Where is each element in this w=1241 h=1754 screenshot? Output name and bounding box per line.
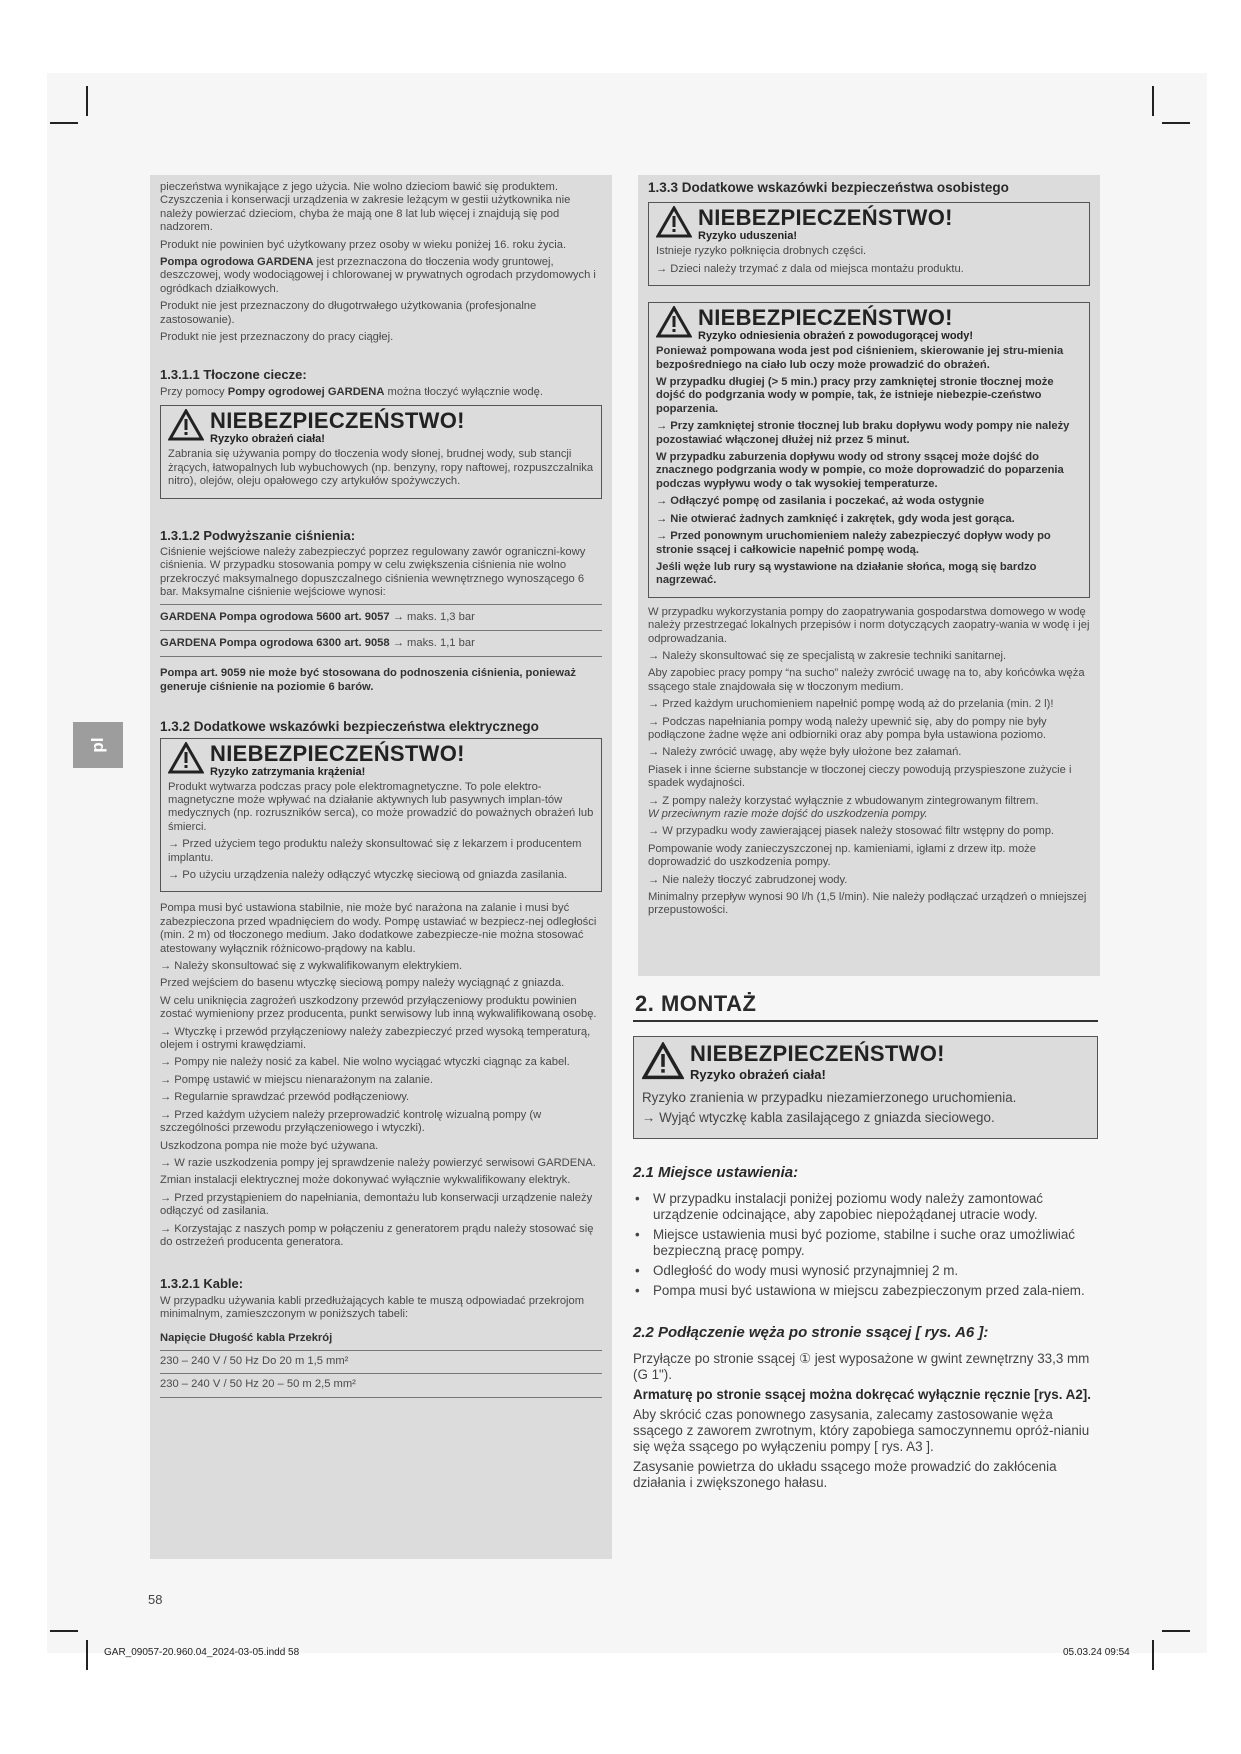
note: Zmian instalacji elektrycznej może dokonywać wyłącznie wykwalifikowany elektryk.	[160, 1174, 571, 1187]
cable-table-row: 230 – 240 V / 50 Hz 20 – 50 m 2,5 mm²	[160, 1374, 602, 1397]
danger-action: → Dzieci należy trzymać z dala od miejsca montażu produktu.	[656, 262, 964, 275]
electrical-notes	[160, 902, 602, 1249]
warning-line: → Przed ponownym uruchomieniem należy zabezpieczyć dopływ wody po stronie ssącej i całkowicie napełnić pompę wodą.	[656, 530, 1051, 556]
note: → W przypadku wody zawierającej piasek należy stosować filtr wstępny do pomp.	[648, 825, 1055, 838]
note: → Przed każdym użyciem należy przeprowadzić kontrolę wizualną pompy (w szczególności przewodu przyłączeniowego i wtyczki).	[160, 1108, 542, 1135]
warning-line: → Przy zamkniętej stronie tłocznej lub braku dopływu wody pompy nie należy pozostawiać włączonej dłużej niż przez 5 minut.	[656, 420, 1070, 446]
crop-mark-bl-v	[86, 1640, 88, 1670]
warning-triangle-icon	[642, 1042, 684, 1080]
note: → Pompy nie należy nosić za kabel. Nie wolno wyciągać wtyczki ciągnąc za kabel.	[160, 1056, 570, 1069]
danger-subtitle: Ryzyko odniesienia obrażeń z powodugorącej wody!	[698, 330, 974, 343]
danger-title: NIEBEZPIECZEŃSTWO!	[210, 740, 465, 766]
danger-title: NIEBEZPIECZEŃSTWO!	[698, 305, 953, 331]
personal-safety-notes	[648, 606, 1090, 918]
note: → Podczas napełniania pompy wodą należy upewnić się, aby do pompy nie były podłączone żadne węże ani odbiorniki oraz aby pompa była ustawiona poziomo.	[648, 715, 1047, 741]
danger-box	[160, 405, 602, 498]
note: Piasek i inne ścierne substancje w tłoczonej cieczy powodują przyspieszone zużycie i spadek wydajności.	[648, 763, 1072, 790]
danger-text: Istnieje ryzyko połknięcia drobnych części.	[656, 245, 867, 258]
danger-box	[648, 202, 1090, 286]
pressure-text: Ciśnienie wejściowe należy zabezpieczyć poprzez regulowany zawór ograniczni-kowy ciśnienia. W przypadku stosowania pompy w celu zwiększenia ciśnienia nie wolno przekroczyć maksymalnego dopuszczalnego ciśnienia wewnętrznego wynoszącego 6 bar. Maksymalne ciśnienie wejściowe wynosi:	[160, 545, 586, 599]
danger-title: NIEBEZPIECZEŃSTWO!	[690, 1041, 945, 1066]
heading-21: 2.1 Miejsce ustawienia:	[633, 1164, 799, 1181]
suction-text-bold: Armaturę po stronie ssącej można dokręcać wyłącznie ręcznie [rys. A2].	[633, 1387, 1091, 1402]
warning-line: → Nie otwierać żadnych zamknięć i zakrętek, gdy woda jest gorąca.	[656, 512, 1015, 525]
note: → Przed przystąpieniem do napełniania, demontażu lub konserwacji urządzenie należy odłączyć od zasilania.	[160, 1191, 593, 1218]
list-item: • Odległość do wody musi wynosić przynajmniej 2 m.	[633, 1263, 1098, 1279]
page-number: 58	[148, 1592, 163, 1607]
intro-paragraph: pieczeństwa wynikające z jego użycia. Nie wolno dzieciom bawić się produktem. Czyszczenia i konserwacji urządzenia w zakresie leżącym w gestii użytkownika nie należy powierzać dzieciom, chyba że mają one 8 lat lub więcej i znajdują się pod nadzorem.	[160, 181, 571, 234]
danger-text: Zabrania się używania pompy do tłoczenia wody słonej, brudnej wody, sub stancji żrących, łatwopalnych lub wybuchowych (np. benzyny, ropy naftowej, rozpuszczalnika nitro), olejów, oleju opałowego czy artykułów spożywczych.	[168, 448, 594, 488]
warning-triangle-icon	[656, 206, 692, 238]
danger-subtitle: Ryzyko zatrzymania krążenia!	[210, 765, 366, 778]
language-tab-label: pl	[88, 737, 107, 753]
suction-text: Zasysanie powietrza do układu ssącego może prowadzić do zakłócenia działania i zwiększonego hałasu.	[633, 1459, 1057, 1490]
heading-22: 2.2 Podłączenie węża po stronie ssącej [ rys. A6 ]:	[633, 1324, 989, 1341]
note: → Wtyczkę i przewód przyłączeniowy należy zabezpieczyć przed wysoką temperaturą, olejem i ostrymi krawędziami.	[160, 1025, 591, 1052]
cable-table-header: Napięcie Długość kabla Przekrój	[160, 1328, 602, 1351]
note: Pompa musi być ustawiona stabilnie, nie może być narażona na zalanie i musi być zabezpieczona przed wpadnięciem do wody. Pompę ustawiać w bezpiecz-nej odległości (min. 2 m) od tłoczonego medium. Jako dodatkowe zabezpiecze-nie można stosować atestowany wyłącznik różnicowo-prądowy na kablu.	[160, 902, 597, 955]
warning-line: → Odłączyć pompę od zasilania i poczekać, aż woda ostygnie	[656, 495, 985, 508]
note: Aby zapobiec pracy pompy “na sucho” należy zwrócić uwagę na to, aby końcówka węża ssącego stale znajdowała się w tłoczonym medium.	[648, 667, 1085, 693]
crop-mark-br-v	[1152, 1640, 1154, 1670]
max-pressure-5600: GARDENA Pompa ogrodowa 5600 art. 9057 → maks. 1,3 bar	[160, 610, 475, 623]
suction-text: Aby skrócić czas ponownego zasysania, zalecamy zastosowanie węża ssącego z zaworem zwrotnym, który zapobiega samoczynnemu opróż-nianiu się węża ssącego po wyłączeniu pompy [ rys. A3 ].	[633, 1407, 1090, 1454]
heading-1321: 1.3.2.1 Kable:	[160, 1276, 244, 1292]
danger-box	[648, 302, 1090, 598]
heading-1312: 1.3.1.2 Podwyższanie ciśnienia:	[160, 527, 356, 543]
suction-text: Przyłącze po stronie ssącej ① jest wyposażone w gwint zewnętrzny 33,3 mm (G 1").	[633, 1351, 1090, 1382]
note: → Przed każdym uruchomieniem napełnić pompę wodą aż do przelania (min. 2 l)!	[648, 698, 1054, 711]
crop-mark-tl-v	[86, 86, 88, 116]
warning-line: W przypadku zaburzenia dopływu wody od strony ssącej może dojść do znacznego podgrzania wody w pompie, co może doprowadzić do poparzenia podczas wypływu wody o tak wysokiej temperaturze.	[656, 451, 1064, 490]
liquids-text: Przy pomocy Pompy ogrodowej GARDENA można tłoczyć wyłącznie wodę.	[160, 385, 543, 398]
danger-title: NIEBEZPIECZEŃSTWO!	[698, 205, 953, 231]
warning-line: Jeśli węże lub rury są wystawione na działanie słońca, mogą się bardzo nagrzewać.	[656, 560, 1037, 587]
warning-line: W przypadku długiej (> 5 min.) pracy przy zamkniętej stronie tłocznej może dojść do podgrzania wody w pompie, tak, że istnieje niebezpie-czeństwo poparzenia.	[656, 376, 1054, 415]
footer-filename: GAR_09057-20.960.04_2024-03-05.indd 58	[104, 1647, 300, 1658]
usage-note: Produkt nie jest przeznaczony do pracy ciągłej.	[160, 331, 394, 344]
pump-purpose: Pompa ogrodowa GARDENA jest przeznaczona do tłoczenia wody gruntowej, deszczowej, wody wodociągowej i chlorowanej w prywatnych ogrodach przydomowych i ogródkach działkowych.	[160, 256, 596, 295]
danger-text: Produkt wytwarza podczas pracy pole elektromagnetyczne. To pole elektro-magnetyczne może wpływać na działanie aktywnych lub pasywnych implan-tów medycznych (np. rozruszników serca), co może prowadzić do poważnych obrażeń lub śmierci.	[168, 780, 594, 833]
danger-action: → Po użyciu urządzenia należy odłączyć wtyczkę sieciową od gniazda zasilania.	[168, 869, 568, 881]
divider	[160, 656, 602, 657]
danger-subtitle: Ryzyko uduszenia!	[698, 230, 798, 243]
danger-title: NIEBEZPIECZEŃSTWO!	[210, 408, 465, 434]
note: → Należy zwrócić uwagę, aby węże były ułożone bez załamań.	[648, 746, 962, 759]
language-tab	[73, 722, 123, 768]
note: Minimalny przepływ wynosi 90 l/h (1,5 l/min). Nie należy podłączać urządzeń o mniejszej przepustowości.	[648, 891, 1087, 917]
heading-132: 1.3.2 Dodatkowe wskazówki bezpieczeństwa elektrycznego	[160, 719, 539, 735]
note: → W razie uszkodzenia pompy jej sprawdzenie należy powierzyć serwisowi GARDENA.	[160, 1156, 596, 1169]
crop-mark-br-h	[1162, 1630, 1190, 1632]
note: → Korzystając z naszych pomp w połączeniu z generatorem prądu należy stosować się do ostrzeżeń producenta generatora.	[160, 1222, 594, 1248]
danger-text: Ryzyko zranienia w przypadku niezamierzonego uruchomienia.	[642, 1090, 1017, 1105]
usage-note: Produkt nie jest przeznaczony do długotrwałego użytkowania (profesjonalne zastosowanie).	[160, 300, 537, 326]
crop-mark-tl-h	[50, 122, 78, 124]
note: → Nie należy tłoczyć zabrudzonej wody.	[648, 873, 848, 886]
danger-box	[633, 1036, 1098, 1139]
crop-mark-bl-h	[50, 1630, 78, 1632]
crop-mark-tr-h	[1162, 122, 1190, 124]
danger-action: → Wyjąć wtyczkę kabla zasilającego z gniazda sieciowego.	[642, 1110, 995, 1125]
divider	[160, 630, 602, 631]
note-9059: Pompa art. 9059 nie może być stosowana do podnoszenia ciśnienia, ponieważ generuje ciśnienie na poziomie 6 barów.	[160, 667, 576, 693]
danger-subtitle: Ryzyko obrażeń ciała!	[690, 1067, 826, 1082]
footer-date: 05.03.24 09:54	[1063, 1647, 1130, 1658]
note: → Regularnie sprawdzać przewód podłączeniowy.	[160, 1091, 410, 1104]
note: W przypadku wykorzystania pompy do zaopatrywania gospodarstwa domowego w wodę należy przestrzegać lokalnych przepisów i norm dotyczących zaopatry-wania w wodę i jej odprowadzania.	[648, 605, 1090, 645]
right-top-column	[638, 175, 1100, 976]
note: Uszkodzona pompa nie może być używana.	[160, 1139, 379, 1152]
divider	[160, 604, 602, 605]
danger-subtitle: Ryzyko obrażeń ciała!	[210, 433, 325, 446]
hot-water-warnings	[656, 345, 1082, 588]
cable-table-row: 230 – 240 V / 50 Hz Do 20 m 1,5 mm²	[160, 1351, 602, 1374]
list-item: • W przypadku instalacji poniżej poziomu wody należy zamontować urządzenie odcinające, aby zapobiec niepożądanej utracie wody.	[633, 1191, 1098, 1223]
max-pressure-6300: GARDENA Pompa ogrodowa 6300 art. 9058 → maks. 1,1 bar	[160, 636, 475, 649]
note: W celu uniknięcia zagrożeń uszkodzony przewód przyłączeniowy produktu powinien zostać wymieniony przez producenta, punkt serwisowy lub inną wykwalifikowaną osobę.	[160, 994, 597, 1021]
heading-1311: 1.3.1.1 Tłoczone ciecze:	[160, 367, 307, 383]
crop-mark-tr-v	[1152, 86, 1154, 116]
list-item: • Miejsce ustawienia musi być poziome, stabilne i suche oraz umożliwiać bezpieczną pracę pompy.	[633, 1227, 1098, 1259]
note: Pompowanie wody zanieczyszczonej np. kamieniami, igłami z drzew itp. może doprowadzić do uszkodzenia pompy.	[648, 842, 1036, 869]
note-italic: W przeciwnym razie może dojść do uszkodzenia pompy.	[648, 808, 928, 820]
warning-triangle-icon	[656, 306, 692, 338]
danger-box	[160, 738, 602, 893]
note: → Należy skonsultować się ze specjalistą w zakresie techniki sanitarnej.	[648, 649, 1007, 662]
note: → Pompę ustawić w miejscu nienarażonym na zalanie.	[160, 1073, 433, 1086]
heading-montaz: 2. MONTAŻ	[633, 990, 1098, 1022]
intro-paragraph: Produkt nie powinien być użytkowany przez osoby w wieku poniżej 16. roku życia.	[160, 238, 567, 251]
danger-action: → Przed użyciem tego produktu należy skonsultować się z lekarzem i producentem implantu.	[168, 838, 582, 864]
warning-triangle-icon	[168, 742, 204, 774]
left-column	[150, 175, 612, 1559]
right-bottom-column	[633, 990, 1098, 1495]
note: → Należy skonsultować się z wykwalifikowanym elektrykiem.	[160, 960, 463, 973]
heading-133: 1.3.3 Dodatkowe wskazówki bezpieczeństwa osobistego	[648, 180, 1009, 195]
cables-text: W przypadku używania kabli przedłużających kable te muszą odpowiadać przekrojom minimalnym, zamieszczonym w poniższych tabeli:	[160, 1294, 585, 1321]
note: Przed wejściem do basenu wtyczkę sieciową pompy należy wyciągnąć z gniazda.	[160, 977, 565, 990]
note: → Z pompy należy korzystać wyłącznie z wbudowanym zintegrowanym filtrem.	[648, 794, 1039, 807]
warning-triangle-icon	[168, 409, 204, 441]
warning-line: Ponieważ pompowana woda jest pod ciśnieniem, skierowanie jej stru-mienia bezpośredniego na ciało lub oczy może prowadzić do obrażeń.	[656, 345, 1064, 371]
list-item: • Pompa musi być ustawiona w miejscu zabezpieczonym przed zala-niem.	[633, 1283, 1098, 1299]
